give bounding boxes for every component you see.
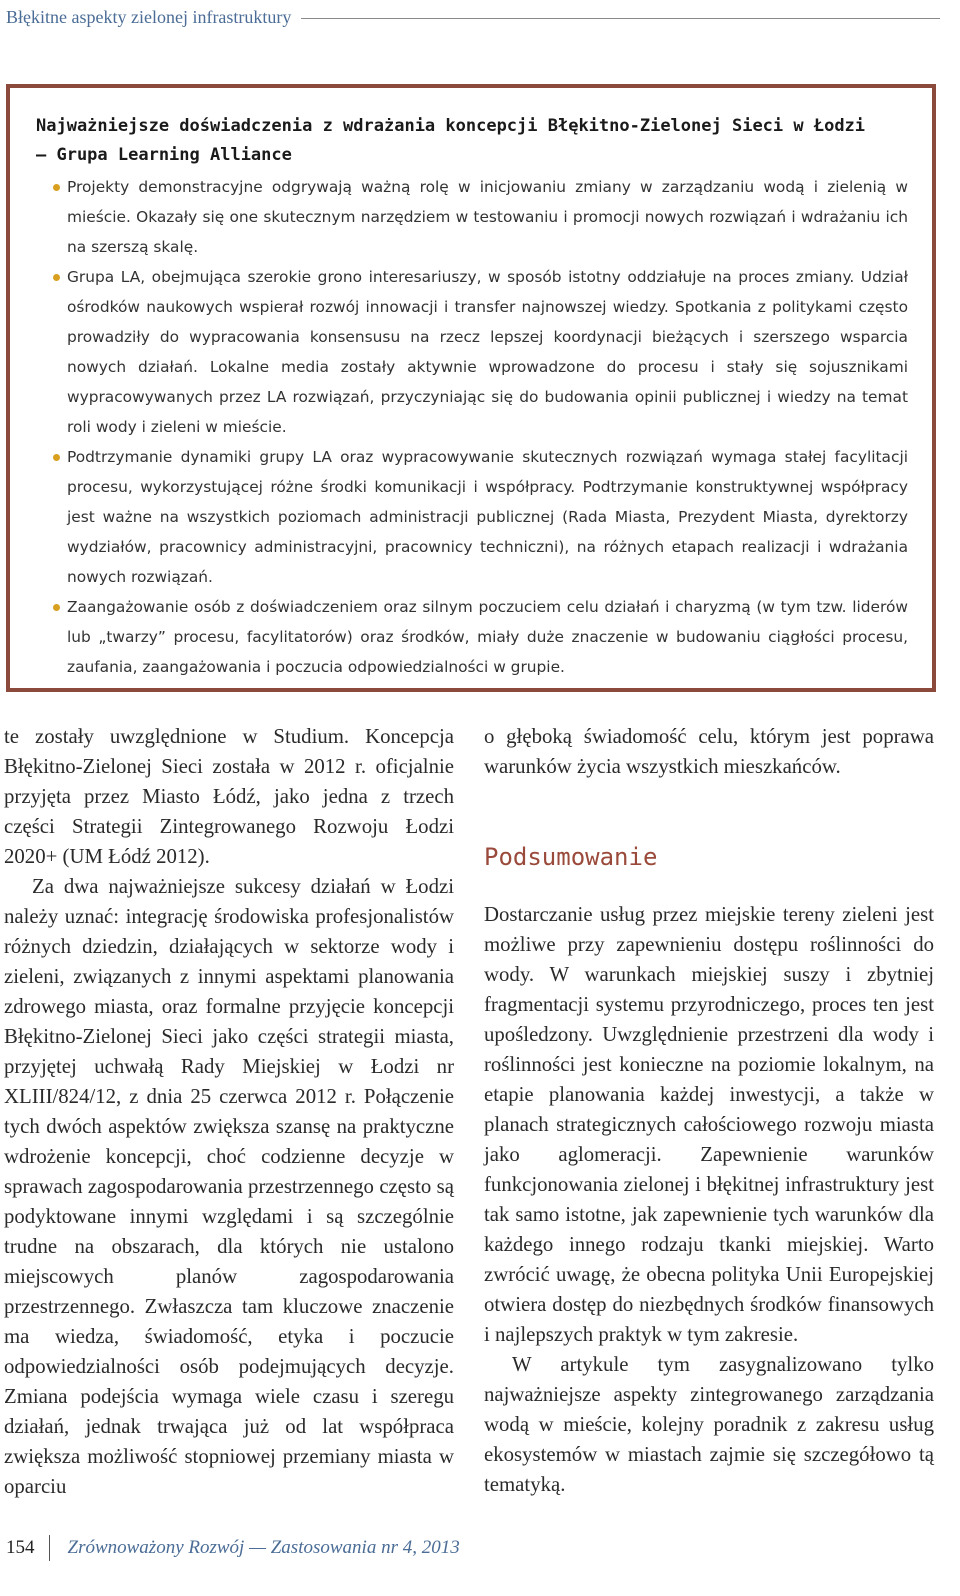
box-list-item [36, 262, 908, 442]
page-footer [6, 1534, 460, 1562]
box-list-item-text: Projekty demonstracyjne odgrywają ważną rolę w inicjowaniu zmiany w zarządzaniu wodą i zielenią w mieście. Okazały się one skutecznym narzędziem w testowaniu i promocji nowych rozwiązań i wdrażaniu ich na szerszą skalę. [67, 178, 908, 256]
box-list-item-text: Grupa LA, obejmująca szerokie grono interesariuszy, w sposób istotny oddziałuje na proces zmiany. Udział ośrodków naukowych wspierał rozwój innowacji i transfer najnowszej wiedzy. Spotkania z politykami często prowadziły do wypracowania konsensusu na rzecz lepszej koordynacji bieżących i szerszego wsparcia nowych działań. Lokalne media zostały aktywnie wprowadzone do procesu i stały się sojusznikami wypracowywanych przez LA rozwiązań, przyczyniając się do budowania opinii publicznej i wiedzy na temat roli wody i zieleni w mieście. [67, 268, 908, 436]
journal-name: Zrównoważony Rozwój — Zastosowania nr 4, 2013 [67, 1537, 460, 1558]
bullet-icon [53, 454, 60, 461]
box-title-line1: Najważniejsze doświadczenia z wdrażania koncepcji Błękitno-Zielonej Sieci w Łodzi [36, 116, 866, 136]
left-column [4, 722, 454, 1502]
bullet-icon [53, 604, 60, 611]
box-title [36, 112, 908, 170]
running-title: Błękitne aspekty zielonej infrastruktury [6, 6, 292, 27]
box-list-item-text: Zaangażowanie osób z doświadczeniem oraz silnym poczuciem celu działań i charyzmą (w tym tzw. liderów lub „twarzy” procesu, facylitatorów) oraz środków, miały duże znaczenie w budowaniu ciągłości procesu, zaufania, zaangażowania i poczucia odpowiedzialności w grupie. [67, 598, 908, 676]
box-list-item-text: Podtrzymanie dynamiki grupy LA oraz wypracowywanie skutecznych rozwiązań wymaga stałej facylitacji procesu, wykorzystującej różne środki komunikacji i współpracy. Podtrzymanie konstruktywnej współpracy jest ważne na wszystkich poziomach administracji publicznej (Rada Miasta, Prezydent Miasta, dyrektorzy wydziałów, pracownicy administracyjni, pracownicy techniczni), na różnych etapach realizacji i wdrażania nowych rozwiązań. [67, 448, 908, 586]
section-heading-summary: Podsumowanie [484, 843, 658, 871]
box-title-line2: — Grupa Learning Alliance [36, 145, 292, 165]
running-header [6, 4, 940, 30]
right-column [484, 722, 934, 1500]
left-paragraph-2: Za dwa najważniejsze sukcesy działań w Łodzi należy uznać: integrację środowiska profesjonalistów różnych dziedzin, działających w sektorze wody i zieleni, związanych z innymi aspektami planowania zdrowego miasta, oraz formalne przyjęcie koncepcji Błękitno-Zielonej Sieci jako części strategii miasta, przyjętej uchwałą Rady Miejskiej w Łodzi nr XLIII/824/12, z dnia 25 czerwca 2012 r. Połączenie tych dwóch aspektów zwiększa szansę na praktyczne wdrożenie koncepcji, choć codzienne decyzje w sprawach zagospodarowania przestrzennego często są podyktowane innymi względami i są szczególnie trudne na obszarach, dla których nie ustalono miejscowych planów zagospodarowania przestrzennego. Zwłaszcza tam kluczowe znaczenie ma wiedza, świadomość, etyka i poczucie odpowiedzialności osób podejmujących decyzje. Zmiana podejścia wymaga wiele czasu i szeregu działań, jednak trwająca już od lat współpraca zwiększa możliwość stopniowej przemiany miasta w oparciu [4, 875, 454, 1498]
page-number: 154 [6, 1537, 35, 1558]
box-list-item [36, 592, 908, 682]
bullet-icon [53, 274, 60, 281]
header-rule [301, 18, 940, 19]
box-list [36, 172, 908, 682]
box-list-item [36, 442, 908, 592]
left-paragraph-1: te zostały uwzględnione w Studium. Koncepcja Błękitno-Zielonej Sieci została w 2012 r. oficjalnie przyjęta przez Miasto Łódź, jako jedna z trzech części Strategii Zintegrowanego Rozwoju Łodzi 2020+ (UM Łódź 2012). [4, 725, 454, 868]
right-paragraph-1: o głęboką świadomość celu, którym jest poprawa warunków życia wszystkich mieszkańców. [484, 725, 934, 778]
right-paragraph-2: Dostarczanie usług przez miejskie tereny zieleni jest możliwe przy zapewnieniu dostępu roślinności do wody. W warunkach miejskiej suszy i zbytniej fragmentacji systemu przyrodniczego, proces ten jest upośledzony. Uwzględnienie przestrzeni dla wody i roślinności jest konieczne na poziomie lokalnym, na etapie planowania każdej inwestycji, a także w planach strategicznych całościowego rozwoju miasta jako aglomeracji. Zapewnienie warunków funkcjonowania zielonej i błękitnej infrastruktury jest tak samo istotne, jak zapewnienie tych warunków dla każdego innego rodzaju tkanki miejskiej. Warto zwrócić uwagę, że obecna polityka Unii Europejskiej otwiera dostęp do niezbędnych środków finansowych i najlepszych praktyk w tym zakresie. [484, 903, 934, 1346]
highlight-box [6, 84, 936, 692]
footer-separator [49, 1535, 50, 1561]
box-list-item [36, 172, 908, 262]
right-paragraph-3: W artykule tym zasygnalizowano tylko najważniejsze aspekty zintegrowanego zarządzania wodą w mieście, kolejny poradnik z zakresu usług ekosystemów w miastach zajmie się szczegółowo tą tematyką. [484, 1353, 934, 1496]
bullet-icon [53, 184, 60, 191]
